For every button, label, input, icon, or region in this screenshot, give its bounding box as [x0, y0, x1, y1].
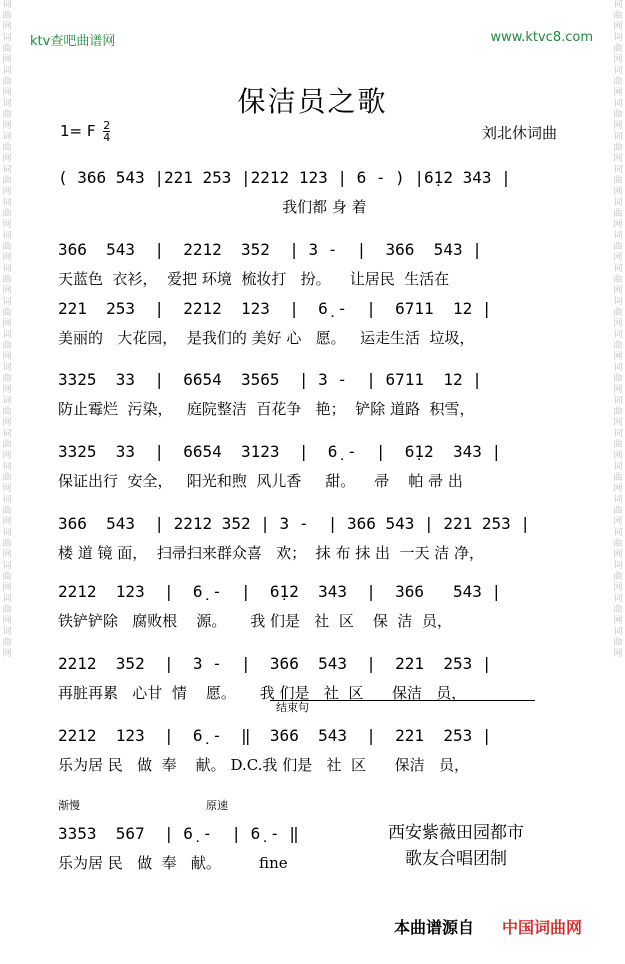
notation-line: 2212 123 | 6̣ - ‖ 366 543 | 221 253 |	[58, 726, 492, 745]
lyrics-line: 再脏再累 心甘 情 愿。 我 们是 社 区 保洁 员，	[58, 684, 467, 702]
key-signature	[60, 120, 110, 143]
notation-line: 3325 33 | 6654 3123 | 6̣ - | 6̣12 343 |	[58, 442, 502, 461]
left-watermark-strip: 词曲网词曲网词曲网词曲网词曲网词曲网词曲网词曲网词曲网词曲网词曲网词曲网词曲网词曲网词曲网词曲网词曲网词曲网词曲网词曲网	[2, 0, 12, 659]
notation-line: 3325 33 | 6654 3565 | 3 - | 6711 12 |	[58, 370, 482, 389]
score-system-6	[58, 514, 558, 563]
composer-credit: 刘北休词曲	[481, 124, 557, 142]
ending-bracket	[270, 700, 535, 714]
notation-line: 366 543 | 2212 352 | 3 - | 366 543 |	[58, 240, 482, 259]
notation-line: 366 543 | 2212 352 | 3 - | 366 543 | 221 253 |	[58, 514, 531, 533]
site-watermark-left[interactable]: ktv查吧曲谱网	[30, 34, 116, 49]
notation-line: 2212 352 | 3 - | 366 543 | 221 253 |	[58, 654, 492, 673]
time-denominator: 4	[103, 131, 111, 144]
credits-line-1: 西安紫薇田园都市	[388, 823, 524, 843]
lyrics-line: 我们都 身 着	[58, 198, 367, 216]
footer-source-label: 本曲谱源自	[394, 918, 475, 937]
score-system-4	[58, 370, 558, 419]
time-signature	[103, 120, 110, 143]
notation-line: 221 253 | 2212 123 | 6̣ - | 6711 12 |	[58, 299, 492, 318]
notation-line: ( 366 543 |221 253 |2212 123 | 6 - ) |6̣12 343 |	[58, 168, 511, 187]
score-system-1	[58, 168, 558, 217]
time-numerator: 2	[103, 119, 111, 132]
song-title: 保洁员之歌	[237, 85, 388, 118]
notation-line: 2212 123 | 6̣ - | 6̣12 343 | 366 543 |	[58, 582, 502, 601]
lyrics-line: 楼 道 镜 面， 扫帚扫来群众喜 欢； 抹 布 抹 出 一天 洁 净，	[58, 544, 485, 562]
score-system-9	[58, 726, 558, 775]
right-watermark-strip: 词曲网词曲网词曲网词曲网词曲网词曲网词曲网词曲网词曲网词曲网词曲网词曲网词曲网词曲网词曲网词曲网词曲网词曲网词曲网词曲网	[613, 0, 623, 659]
credits-line-2: 歌友合唱团制	[405, 849, 507, 869]
footer-site-link[interactable]: 中国词曲网	[502, 918, 583, 937]
lyrics-line: 保证出行 安全， 阳光和煦 风儿香 甜。 帚 帕 帚 出	[58, 472, 463, 490]
key-base: 1= F	[60, 122, 96, 140]
lyrics-line: 铁铲铲除 腐败根 源。 我 们是 社 区 保 洁 员，	[58, 612, 452, 630]
site-watermark-right[interactable]: www.ktvc8.com	[490, 30, 593, 45]
notation-line: 3353 567 | 6̣ - | 6̣ - ‖	[58, 824, 299, 843]
lyrics-line: 美丽的 大花园， 是我们的 美好 心 愿。 运走生活 垃圾，	[58, 329, 475, 347]
score-system-2	[58, 240, 558, 289]
ending-label: 结束句	[276, 701, 309, 714]
lyrics-line: 乐为居 民 做 奉 献。 fine	[58, 854, 288, 872]
lyrics-line: 防止霉烂 污染， 庭院整洁 百花争 艳； 铲除 道路 积雪，	[58, 400, 475, 418]
score-system-5	[58, 442, 558, 491]
score-system-3	[58, 299, 558, 348]
score-system-7	[58, 582, 558, 631]
lyrics-line: 乐为居 民 做 奉 献。 D.C.我 们是 社 区 保洁 员，	[58, 756, 469, 774]
performer-credits	[388, 820, 524, 872]
lyrics-line: 天蓝色 衣衫， 爱把 环境 梳妆打 扮。 让居民 生活在	[58, 270, 450, 288]
tempo-mark-slowing: 渐慢	[58, 799, 80, 812]
tempo-mark-original: 原速	[206, 799, 228, 812]
score-system-8	[58, 654, 558, 703]
